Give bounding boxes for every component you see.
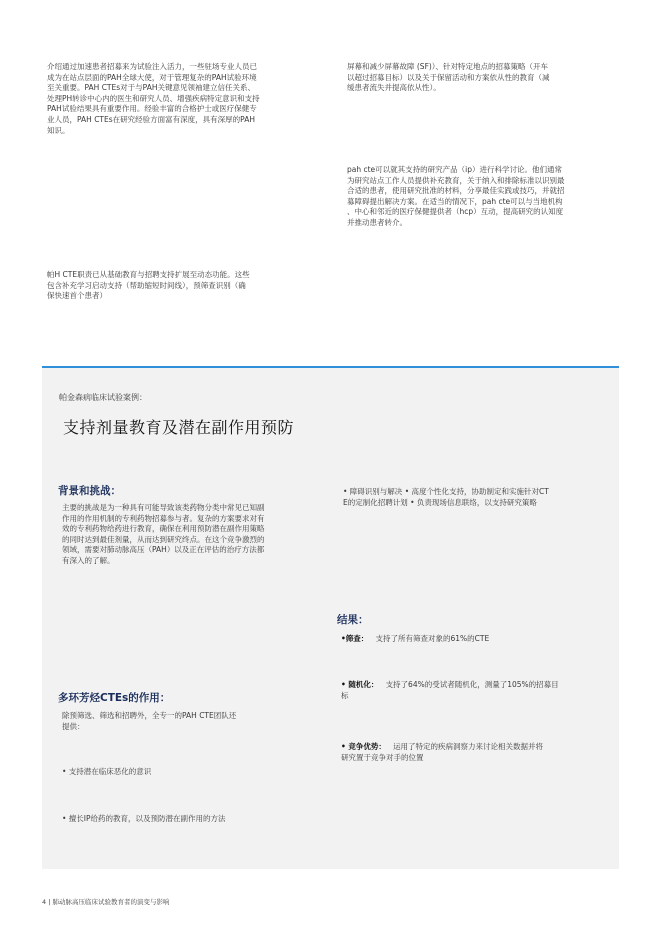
background-heading: 背景和挑战： [58, 485, 121, 497]
support-bullets: • 障碍识别与解决 • 高度个性化支持，协助制定和实施针对CT E的定制化招聘计划 • 负责现场信息联络，以支持研究策略 [343, 487, 549, 507]
scientific-discussion-paragraph: pah cte可以就其支持的研究产品（ip）进行科学讨论。他们通常 为研究站点工作人员提供补充教育，关于纳入和排除标准以识别最 合适的患者，使用研究批准的材料，分享最佳实践或技巧，并就招 募障碍提出解决方案。在适当的情况下，pah cte可以与当地机构 、中心和邻近的医疗保健提供者（hcp）互动，提高研究的认知度 并推动患者转介。 [347, 165, 565, 227]
case-study-title: 支持剂量教育及潜在副作用预防 [63, 418, 295, 437]
roles-bullet-ip-education: • 擅长IP给药的教育，以及预防潜在副作用的方法 [62, 814, 226, 823]
result-screening-text: 支持了所有筛查对象的61%的CTE [375, 634, 490, 643]
roles-bullet-awareness: • 支持潜在临床恶化的意识 [62, 767, 152, 776]
case-study-panel [42, 366, 619, 869]
result-competitive-label: • 竞争优势： [341, 742, 386, 751]
results-heading: 结果： [337, 614, 369, 626]
roles-intro: 除预筛选、筛选和招聘外，全专一的PAH CTE团队还 提供： [62, 711, 237, 731]
background-text: 主要的挑战是为一种具有可能导致该类药物分类中常见已知副 作用的作用机制的专利药物招募参与者。复杂的方案要求对有 效的专利药物给药进行教育，确保在利用预防潜在副作用策略 的同时达到最佳剂量，从而达到研究终点。在这个竞争激烈的 领域，需要对肺动脉高压（PAH）以及正在评估的治疗方法都 有深入的了解。 [62, 503, 265, 565]
cte-duties-paragraph: 帕H CTE职责已从基础教育与招聘支持扩展至动态功能。这些 包含补充学习启动支持（帮助缩短时间线），预筛查识别（确 保快速首个患者） [47, 270, 250, 301]
intro-paragraph: 介绍通过加速患者招募来为试验注入活力，一些驻场专业人员已 成为在站点层面的PAH全球大使，对于管理复杂的PAH试验环境 至关重要。PAH CTEs对于与PAH关键意见领袖建立信任关系、 处理PH转诊中心内的医生和研究人员、增强疾病特定意识和支持 PAH试验结果具有重要作用。经验丰富的合格护士或医疗保健专 业人员，PAH CTEs在研究经验方面富有深度，具有深厚的PAH 知识。 [47, 62, 260, 135]
result-randomization-label: • 随机化： [341, 680, 379, 689]
result-randomization [341, 679, 616, 701]
recruitment-strategy-paragraph: 屏幕和减少屏幕故障 (SF)）、针对特定地点的招募策略（开车 以超过招募目标）以及关于保留活动和方案依从性的教育（减 缓患者流失并提高依从性）。 [347, 62, 550, 93]
roles-heading: 多环芳烃CTEs的作用： [58, 692, 171, 704]
result-screening [341, 633, 616, 644]
result-competitive-text: 运用了特定的疾病洞察力来讨论相关数据并将 研究置于竞争对手的位置 [341, 742, 544, 762]
case-study-label: 帕金森病临床试验案例： [59, 393, 147, 402]
result-randomization-text: 支持了64%的受试者随机化，测量了105%的招募目 标 [341, 680, 559, 700]
page-footer: 4 | 肺动脉高压临床试验教育者的演变与影响 [42, 898, 170, 906]
result-screening-label: •筛查： [341, 634, 369, 643]
result-competitive-advantage [341, 741, 616, 763]
